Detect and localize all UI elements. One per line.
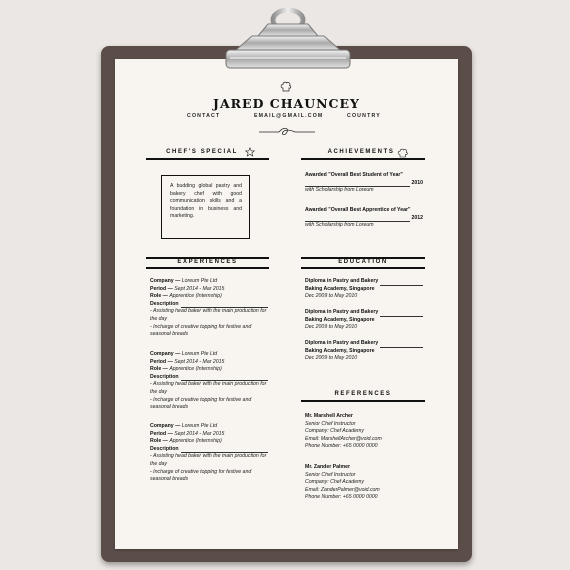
experience-item: [150, 278, 268, 339]
company-label: Company —: [150, 423, 181, 429]
education-item: [305, 309, 423, 332]
achievement-subtitle: with Scholarship from Loreum: [305, 187, 374, 194]
reference-title: Senior Chef Instructor: [305, 420, 356, 427]
experiences-rule-bottom: [146, 267, 269, 269]
company-label: Company —: [150, 351, 181, 357]
period-label: Period —: [150, 285, 173, 292]
reference-company: Company: Chef Academy: [305, 428, 364, 435]
country-label: COUNTRY: [347, 113, 381, 119]
reference-phone: Phone Number: +65 0000 0000: [305, 494, 378, 501]
achievements-rule: [301, 158, 425, 160]
reference-item: [305, 413, 423, 451]
education-item: [305, 340, 423, 363]
education-degree: Diploma in Pastry and Bakery: [305, 340, 379, 346]
experience-item: [150, 351, 268, 412]
resume-paper: [115, 59, 458, 549]
description-bullet: - Assisting head baker with the main production for the day: [150, 381, 267, 395]
education-degree: Diploma in Pastry and Bakery: [305, 309, 379, 315]
flourish-ornament-icon: [255, 125, 319, 139]
references-title: REFERENCES: [334, 391, 392, 397]
education-school: Baking Academy, Singapore: [305, 347, 375, 354]
star-icon: [245, 147, 255, 157]
description-bullet: - Incharge of creative topping for festive and seasonal breads: [150, 323, 252, 338]
achievement-year: 2012: [411, 214, 423, 221]
role-value: Apprentice (Internship): [169, 293, 222, 300]
achievement-item: [305, 172, 423, 195]
chefs-special-title: CHEF'S SPECIAL: [166, 149, 238, 155]
education-dates: Dec 2009 to May 2010: [305, 293, 358, 300]
description-bullet: - Assisting head baker with the main production for the day: [150, 453, 267, 467]
education-dates: Dec 2009 to May 2010: [305, 355, 358, 362]
education-dates: Dec 2009 to May 2010: [305, 324, 358, 331]
education-degree: Diploma in Pastry and Bakery: [305, 278, 379, 284]
role-value: Apprentice (Internship): [169, 366, 222, 373]
binder-clip-icon: [216, 6, 356, 74]
role-value: Apprentice (Internship): [169, 438, 222, 445]
contact-label: CONTACT: [187, 113, 221, 119]
dotted-leader: [380, 312, 423, 317]
education-rule-bottom: [301, 267, 425, 269]
description-bullet: - Incharge of creative topping for festive and seasonal breads: [150, 468, 252, 483]
experience-item: [150, 423, 268, 484]
reference-company: Company: Chef Academy: [305, 479, 364, 486]
period-value: Sept 2014 - Mar 2015: [174, 285, 225, 292]
description-bullet: - Assisting head baker with the main production for the day: [150, 308, 267, 322]
achievement-title: Awarded "Overall Best Student of Year": [305, 172, 403, 178]
company-value: Loreum Pte Ltd: [181, 278, 218, 284]
reference-name: Mr. Marshell Archer: [305, 413, 353, 419]
chef-hat-icon: [280, 81, 292, 92]
chefs-special-rule: [146, 158, 269, 160]
reference-email: Email: MarshellArcher@void.com: [305, 435, 382, 442]
education-school: Baking Academy, Singapore: [305, 316, 375, 323]
description-bullet: - Incharge of creative topping for festive and seasonal breads: [150, 396, 252, 411]
chef-hat-icon: [397, 148, 408, 158]
period-value: Sept 2014 - Mar 2015: [174, 358, 225, 365]
period-value: Sept 2014 - Mar 2015: [174, 430, 225, 437]
reference-phone: Phone Number: +65 0000 0000: [305, 443, 378, 450]
dotted-leader: [380, 281, 423, 286]
achievements-title: ACHIEVEMENTS: [327, 149, 395, 155]
reference-title: Senior Chef Instructor: [305, 471, 356, 478]
role-label: Role —: [150, 438, 168, 445]
reference-email: Email: ZanderPalmer@void.com: [305, 486, 380, 493]
dotted-leader: [380, 343, 423, 348]
education-title: EDUCATION: [338, 259, 388, 265]
company-value: Loreum Pte Ltd: [181, 351, 218, 357]
education-school: Baking Academy, Singapore: [305, 285, 375, 292]
description-label: Description: [150, 373, 179, 380]
description-label: Description: [150, 300, 179, 307]
references-rule: [301, 400, 425, 402]
profile-text: A budding global pastry and bakery chef with good communication skills and a foundation in business and marketing.: [170, 183, 242, 220]
education-item: [305, 278, 423, 301]
period-label: Period —: [150, 430, 173, 437]
period-label: Period —: [150, 358, 173, 365]
reference-name: Mr. Zander Palmer: [305, 464, 350, 470]
achievement-year: 2010: [411, 179, 423, 186]
reference-item: [305, 464, 423, 502]
email-label: EMAIL@GMAIL.COM: [254, 113, 324, 119]
company-value: Loreum Pte Ltd: [181, 423, 218, 429]
description-label: Description: [150, 445, 179, 452]
achievement-subtitle: with Scholarship from Loreum: [305, 222, 374, 229]
candidate-name: JARED CHAUNCEY: [213, 96, 360, 111]
achievement-item: [305, 207, 423, 230]
role-label: Role —: [150, 293, 168, 300]
role-label: Role —: [150, 366, 168, 373]
achievement-title: Awarded "Overall Best Apprentice of Year": [305, 207, 411, 213]
experiences-title: EXPERIENCES: [177, 259, 238, 265]
company-label: Company —: [150, 278, 181, 284]
